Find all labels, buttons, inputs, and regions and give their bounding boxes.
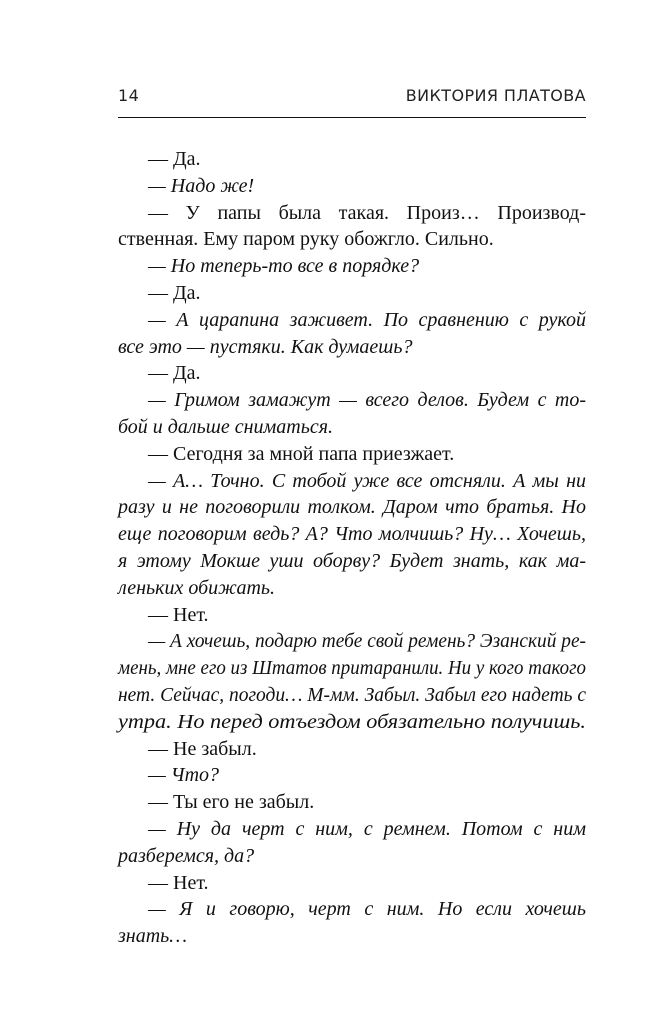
text-line: — Не забыл. [148,737,257,760]
text-line [118,682,586,709]
text-line: — Надо же! [148,174,255,197]
text-line: — Я и говорю, черт с ним. Но если хочешь [148,898,586,921]
page-number: 14 [118,86,140,105]
text-line: разу и не поговорили толком. Даром что братья. Но [118,496,586,519]
text-line-condensed: утра. Но перед отъездом обязательно получишь. [118,710,586,733]
page-header [118,86,586,108]
running-head-author: ВИКТОРИЯ ПЛАТОВА [405,86,586,105]
text-line: — Да. [148,362,201,385]
header-rule [118,117,586,118]
text-line-condensed: нет. Сейчас, погоди… М-мм. Забыл. Забыл его надеть с [118,683,586,706]
body-text [118,146,586,950]
text-line: — Что? [148,764,220,787]
text-line-condensed: мень, мне его из Штатов притаранили. Ни у кого такого [118,657,586,680]
text-line: леньких обижать. [118,576,276,599]
text-line: — Ты его не забыл. [148,791,315,814]
text-line: я этому Мокше уши оборву? Будет знать, как ма- [118,549,586,572]
text-line-condensed: — А хочешь, подарю тебе свой ремень? Эзанский ре- [148,630,586,653]
text-line: — Нет. [148,603,209,626]
text-line [118,628,586,655]
text-line: бой и дальше сниматься. [118,415,333,438]
text-line [118,709,586,736]
text-line: — Сегодня за мной папа приезжает. [148,442,455,465]
text-line [118,655,586,682]
text-line: — Да. [148,148,201,170]
text-line: ственная. Ему паром руку обожгло. Сильно. [118,228,494,251]
text-line: знать… [118,925,188,948]
text-line: — А… Точно. С тобой уже все отсняли. А мы ни [148,469,586,492]
text-line: — Гримом замажут — всего делов. Будем с то- [148,389,586,412]
text-line: — А царапина заживет. По сравнению с рукой [148,308,586,331]
text-line: — Нет. [148,871,209,894]
text-line: — Ну да черт с ним, с ремнем. Потом с ним [148,817,586,840]
text-line: еще поговорим ведь? А? Что молчишь? Ну… Хочешь, [118,523,586,546]
text-line: все это — пустяки. Как думаешь? [118,335,413,358]
text-line: — Да. [148,281,201,304]
text-line: — У папы была такая. Произ… Производ- [148,201,586,224]
text-line: — Но теперь-то все в порядке? [148,255,420,278]
text-line: разберемся, да? [118,844,255,867]
